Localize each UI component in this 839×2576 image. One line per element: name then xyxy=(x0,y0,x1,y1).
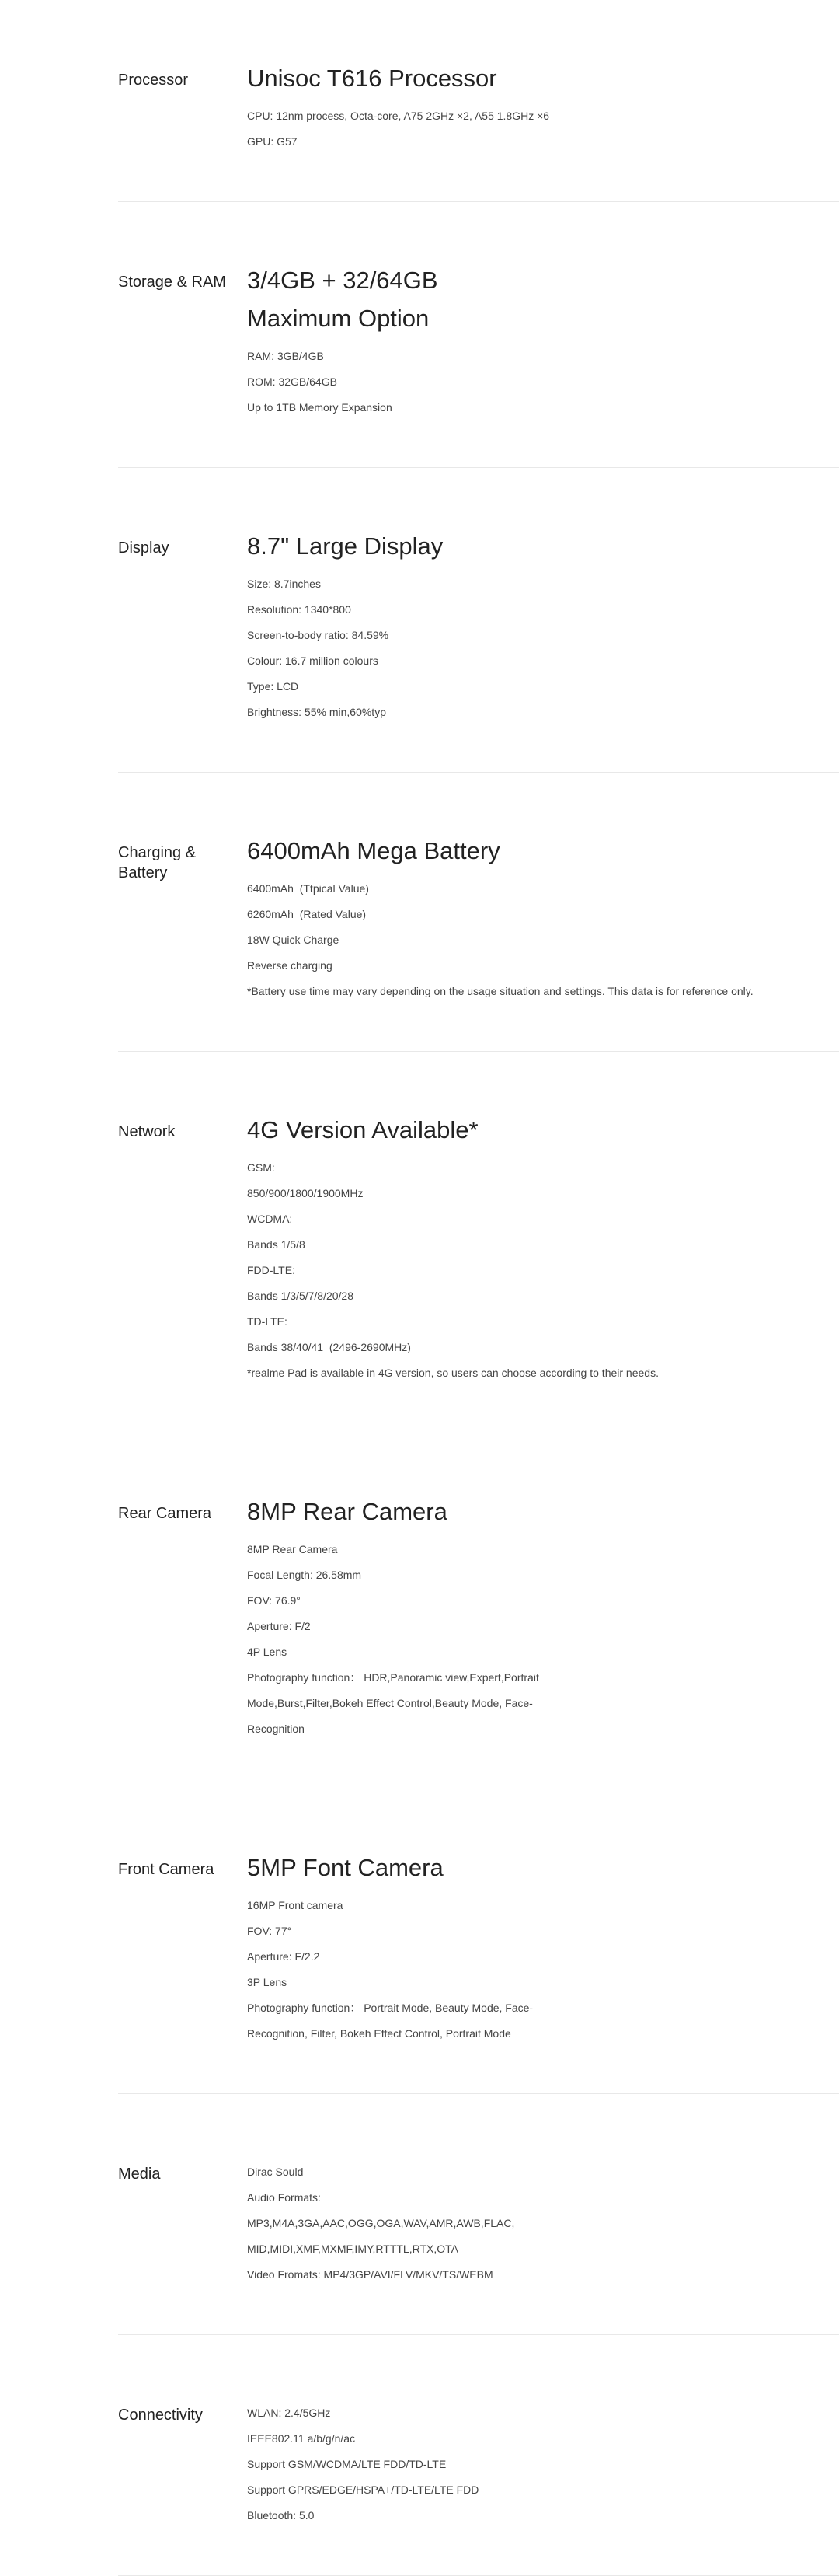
spec-heading-line: 3/4GB + 32/64GB xyxy=(247,267,438,294)
spec-section-body xyxy=(247,261,822,421)
spec-detail-line: FOV: 77° xyxy=(247,1925,292,1937)
spec-list xyxy=(118,0,839,2576)
spec-detail-line: Colour: 16.7 million colours xyxy=(247,654,378,667)
spec-detail-line: Size: 8.7inches xyxy=(247,578,321,590)
spec-section-body xyxy=(247,2400,822,2529)
spec-heading xyxy=(247,527,822,565)
spec-detail-line: MP3,M4A,3GA,AAC,OGG,OGA,WAV,AMR,AWB,FLAC, xyxy=(247,2217,515,2229)
spec-detail-line: WLAN: 2.4/5GHz xyxy=(247,2407,331,2419)
spec-section-body xyxy=(247,2159,822,2288)
spec-section-media xyxy=(118,2094,839,2335)
spec-detail-line: Brightness: 55% min,60%typ xyxy=(247,706,386,718)
spec-detail-line: Video Fromats: MP4/3GP/AVI/FLV/MKV/TS/WEBM xyxy=(247,2268,493,2281)
spec-section-label: Rear Camera xyxy=(118,1505,212,1522)
spec-section-connectivity xyxy=(118,2335,839,2576)
spec-detail-line: Reverse charging xyxy=(247,959,332,972)
spec-section-rear-camera xyxy=(118,1433,839,1789)
spec-detail-line: Up to 1TB Memory Expansion xyxy=(247,401,392,414)
spec-detail-line: Resolution: 1340*800 xyxy=(247,603,351,616)
spec-detail-line: 6260mAh (Rated Value) xyxy=(247,908,367,920)
spec-detail-line: Screen-to-body ratio: 84.59% xyxy=(247,629,389,641)
spec-detail-line: Recognition xyxy=(247,1723,305,1735)
spec-section-body xyxy=(247,832,822,1004)
spec-section-label: Display xyxy=(118,539,169,557)
spec-detail-line: *realme Pad is available in 4G version, so users can choose according to their needs. xyxy=(247,1367,659,1379)
spec-detail-line: Type: LCD xyxy=(247,680,299,693)
spec-heading-line: 8MP Rear Camera xyxy=(247,1498,447,1525)
spec-detail-line: Focal Length: 26.58mm xyxy=(247,1569,362,1581)
spec-heading xyxy=(247,832,822,870)
spec-section-label: Media xyxy=(118,2166,161,2183)
spec-section-label: Storage & RAM xyxy=(118,274,226,291)
spec-heading-line: 8.7" Large Display xyxy=(247,532,444,560)
spec-detail-line: Recognition, Filter, Bokeh Effect Control, Portrait Mode xyxy=(247,2027,511,2040)
spec-detail-line: 8MP Rear Camera xyxy=(247,1543,338,1555)
spec-detail-line: Aperture: F/2 xyxy=(247,1620,311,1632)
spec-detail-line: Bands 1/3/5/7/8/20/28 xyxy=(247,1290,353,1302)
spec-detail-line: 16MP Front camera xyxy=(247,1899,343,1911)
spec-heading-line: Unisoc T616 Processor xyxy=(247,65,497,92)
spec-detail-line: ROM: 32GB/64GB xyxy=(247,375,337,388)
spec-detail-line: 18W Quick Charge xyxy=(247,934,339,946)
spec-detail-line: CPU: 12nm process, Octa-core, A75 2GHz ×2, A55 1.8GHz ×6 xyxy=(247,110,550,122)
spec-heading xyxy=(247,1848,822,1887)
spec-section-display xyxy=(118,468,839,773)
spec-detail-line: 3P Lens xyxy=(247,1976,287,1988)
spec-heading xyxy=(247,261,822,337)
spec-detail-line: FOV: 76.9° xyxy=(247,1594,301,1607)
spec-detail-line: Bands 38/40/41 (2496-2690MHz) xyxy=(247,1341,411,1353)
spec-detail-line: Mode,Burst,Filter,Bokeh Effect Control,Beauty Mode, Face- xyxy=(247,1697,533,1709)
spec-section-body xyxy=(247,527,822,725)
spec-heading-line: 6400mAh Mega Battery xyxy=(247,837,500,864)
spec-detail-line: IEEE802.11 a/b/g/n/ac xyxy=(247,2432,356,2445)
spec-section-label: Front Camera xyxy=(118,1861,214,1878)
spec-detail-line: FDD-LTE: xyxy=(247,1264,295,1276)
spec-detail-line: Photography function： HDR,Panoramic view,Expert,Portrait xyxy=(247,1671,539,1684)
spec-heading-line: 4G Version Available* xyxy=(247,1116,479,1143)
spec-section-body xyxy=(247,1111,822,1386)
spec-detail-line: 4P Lens xyxy=(247,1646,287,1658)
spec-detail-line: Support GPRS/EDGE/HSPA+/TD-LTE/LTE FDD xyxy=(247,2484,479,2496)
spec-detail-line: Bluetooth: 5.0 xyxy=(247,2509,315,2522)
spec-detail-line: *Battery use time may vary depending on the usage situation and settings. This data is for reference only. xyxy=(247,985,754,997)
spec-detail-line: Photography function： Portrait Mode, Beauty Mode, Face- xyxy=(247,2002,534,2014)
spec-detail-line: MID,MIDI,XMF,MXMF,IMY,RTTTL,RTX,OTA xyxy=(247,2243,458,2255)
spec-detail-line: 6400mAh (Ttpical Value) xyxy=(247,882,369,895)
spec-section-charging-and-battery xyxy=(118,773,839,1052)
spec-detail-line: WCDMA: xyxy=(247,1213,293,1225)
spec-detail-line: Aperture: F/2.2 xyxy=(247,1950,320,1963)
spec-section-label: Connectivity xyxy=(118,2407,203,2424)
spec-section-network xyxy=(118,1052,839,1433)
spec-heading-line: Maximum Option xyxy=(247,305,430,332)
spec-detail-line: Bands 1/5/8 xyxy=(247,1238,305,1251)
spec-heading-line: 5MP Font Camera xyxy=(247,1854,444,1881)
spec-section-label: Charging & Battery xyxy=(118,844,197,881)
spec-detail-line: Dirac Sould xyxy=(247,2166,304,2178)
spec-detail-line: TD-LTE: xyxy=(247,1315,287,1328)
spec-section-front-camera xyxy=(118,1789,839,2094)
spec-detail-line: Support GSM/WCDMA/LTE FDD/TD-LTE xyxy=(247,2458,447,2470)
spec-detail-line: GPU: G57 xyxy=(247,135,298,148)
spec-section-label: Network xyxy=(118,1123,176,1140)
spec-section-storage-and-ram xyxy=(118,202,839,468)
spec-section-body xyxy=(247,1492,822,1742)
spec-heading xyxy=(247,59,822,97)
spec-section-body xyxy=(247,1848,822,2047)
spec-section-body xyxy=(247,59,822,155)
spec-detail-line: 850/900/1800/1900MHz xyxy=(247,1187,364,1199)
spec-section-processor xyxy=(118,0,839,202)
spec-detail-line: GSM: xyxy=(247,1161,275,1174)
spec-heading xyxy=(247,1111,822,1149)
spec-heading xyxy=(247,1492,822,1531)
spec-section-label: Processor xyxy=(118,72,189,89)
spec-detail-line: Audio Formats: xyxy=(247,2191,321,2204)
spec-detail-line: RAM: 3GB/4GB xyxy=(247,350,324,362)
